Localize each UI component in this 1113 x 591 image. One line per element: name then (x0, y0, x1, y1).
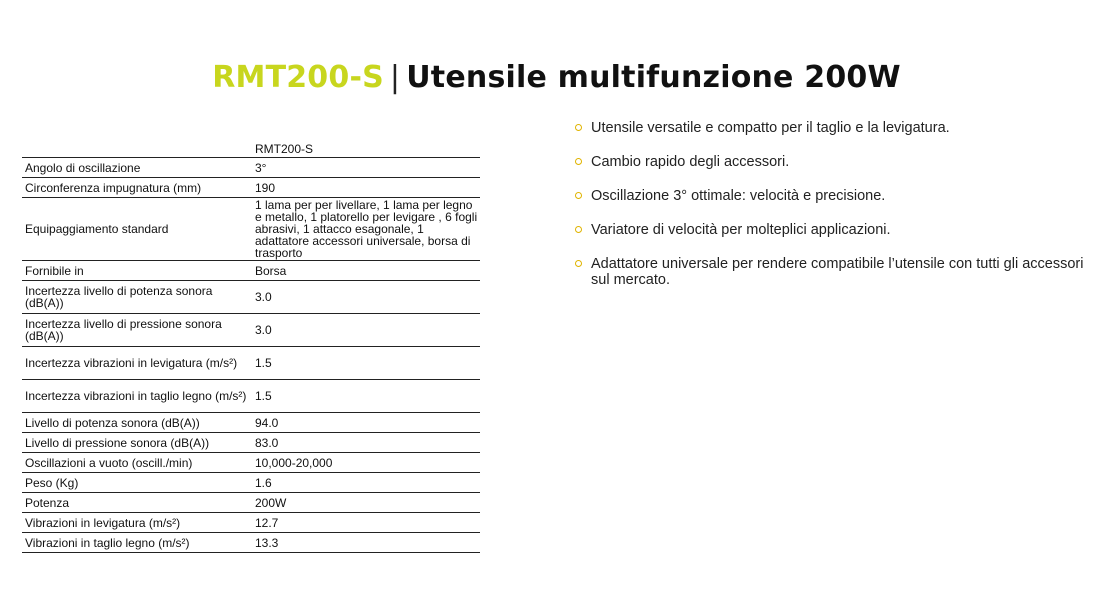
spec-label: Incertezza livello di potenza sonora (dB(A)) (22, 281, 252, 314)
table-row (22, 380, 480, 413)
list-item (575, 120, 1095, 136)
table-row (22, 533, 480, 553)
list-item (575, 256, 1095, 288)
table-row (22, 158, 480, 178)
table-row (22, 314, 480, 347)
table-row (22, 473, 480, 493)
specs-header-row (22, 141, 480, 158)
spec-label: Incertezza livello di pressione sonora (dB(A)) (22, 314, 252, 347)
table-row (22, 347, 480, 380)
spec-value: 13.3 (252, 533, 480, 553)
spec-label: Potenza (22, 493, 252, 513)
table-row (22, 453, 480, 473)
table-row (22, 261, 480, 281)
circle-bullet-icon (575, 226, 582, 233)
spec-value: 1.5 (252, 380, 480, 413)
spec-label: Fornibile in (22, 261, 252, 281)
spec-label: Angolo di oscillazione (22, 158, 252, 178)
title-separator: | (389, 60, 401, 95)
spec-value: 83.0 (252, 433, 480, 453)
circle-bullet-icon (575, 192, 582, 199)
model-name: RMT200-S (212, 60, 384, 95)
spec-value: 1.5 (252, 347, 480, 380)
spec-value: Borsa (252, 261, 480, 281)
specs-header-blank (22, 141, 252, 158)
spec-label: Livello di potenza sonora (dB(A)) (22, 413, 252, 433)
page-title (0, 60, 1113, 95)
product-description: Utensile multifunzione 200W (406, 60, 901, 95)
feature-text: Adattatore universale per rendere compatibile l’utensile con tutti gli accessori sul mercato. (591, 256, 1084, 288)
spec-label: Circonferenza impugnatura (mm) (22, 178, 252, 198)
table-row (22, 493, 480, 513)
spec-value: 10,000-20,000 (252, 453, 480, 473)
spec-value: 3.0 (252, 281, 480, 314)
spec-label: Peso (Kg) (22, 473, 252, 493)
circle-bullet-icon (575, 124, 582, 131)
spec-label: Oscillazioni a vuoto (oscill./min) (22, 453, 252, 473)
spec-value: 200W (252, 493, 480, 513)
feature-list (575, 120, 1095, 306)
list-item (575, 222, 1095, 238)
spec-value: 190 (252, 178, 480, 198)
specs-column-header: RMT200-S (252, 141, 480, 158)
spec-value: 3° (252, 158, 480, 178)
circle-bullet-icon (575, 158, 582, 165)
spec-value: 1.6 (252, 473, 480, 493)
table-row (22, 513, 480, 533)
list-item (575, 188, 1095, 204)
spec-value: 94.0 (252, 413, 480, 433)
table-row (22, 413, 480, 433)
spec-value: 3.0 (252, 314, 480, 347)
feature-text: Cambio rapido degli accessori. (591, 154, 790, 170)
spec-label: Vibrazioni in levigatura (m/s²) (22, 513, 252, 533)
table-row (22, 281, 480, 314)
circle-bullet-icon (575, 260, 582, 267)
spec-value: 12.7 (252, 513, 480, 533)
feature-text: Utensile versatile e compatto per il taglio e la levigatura. (591, 120, 950, 136)
table-row (22, 433, 480, 453)
spec-label: Incertezza vibrazioni in taglio legno (m/s²) (22, 380, 252, 413)
spec-label: Vibrazioni in taglio legno (m/s²) (22, 533, 252, 553)
feature-text: Oscillazione 3° ottimale: velocità e precisione. (591, 188, 886, 204)
feature-text: Variatore di velocità per molteplici applicazioni. (591, 222, 891, 238)
spec-label: Livello di pressione sonora (dB(A)) (22, 433, 252, 453)
list-item (575, 154, 1095, 170)
spec-value: 1 lama per per livellare, 1 lama per legno e metallo, 1 platorello per levigare , 6 fogli abrasivi, 1 attacco esagonale, 1 adattatore accessori universale, borsa di trasporto (252, 198, 480, 261)
spec-label: Equipaggiamento standard (22, 198, 252, 261)
spec-label: Incertezza vibrazioni in levigatura (m/s²) (22, 347, 252, 380)
table-row (22, 178, 480, 198)
specs-table (22, 141, 480, 553)
table-row (22, 198, 480, 261)
